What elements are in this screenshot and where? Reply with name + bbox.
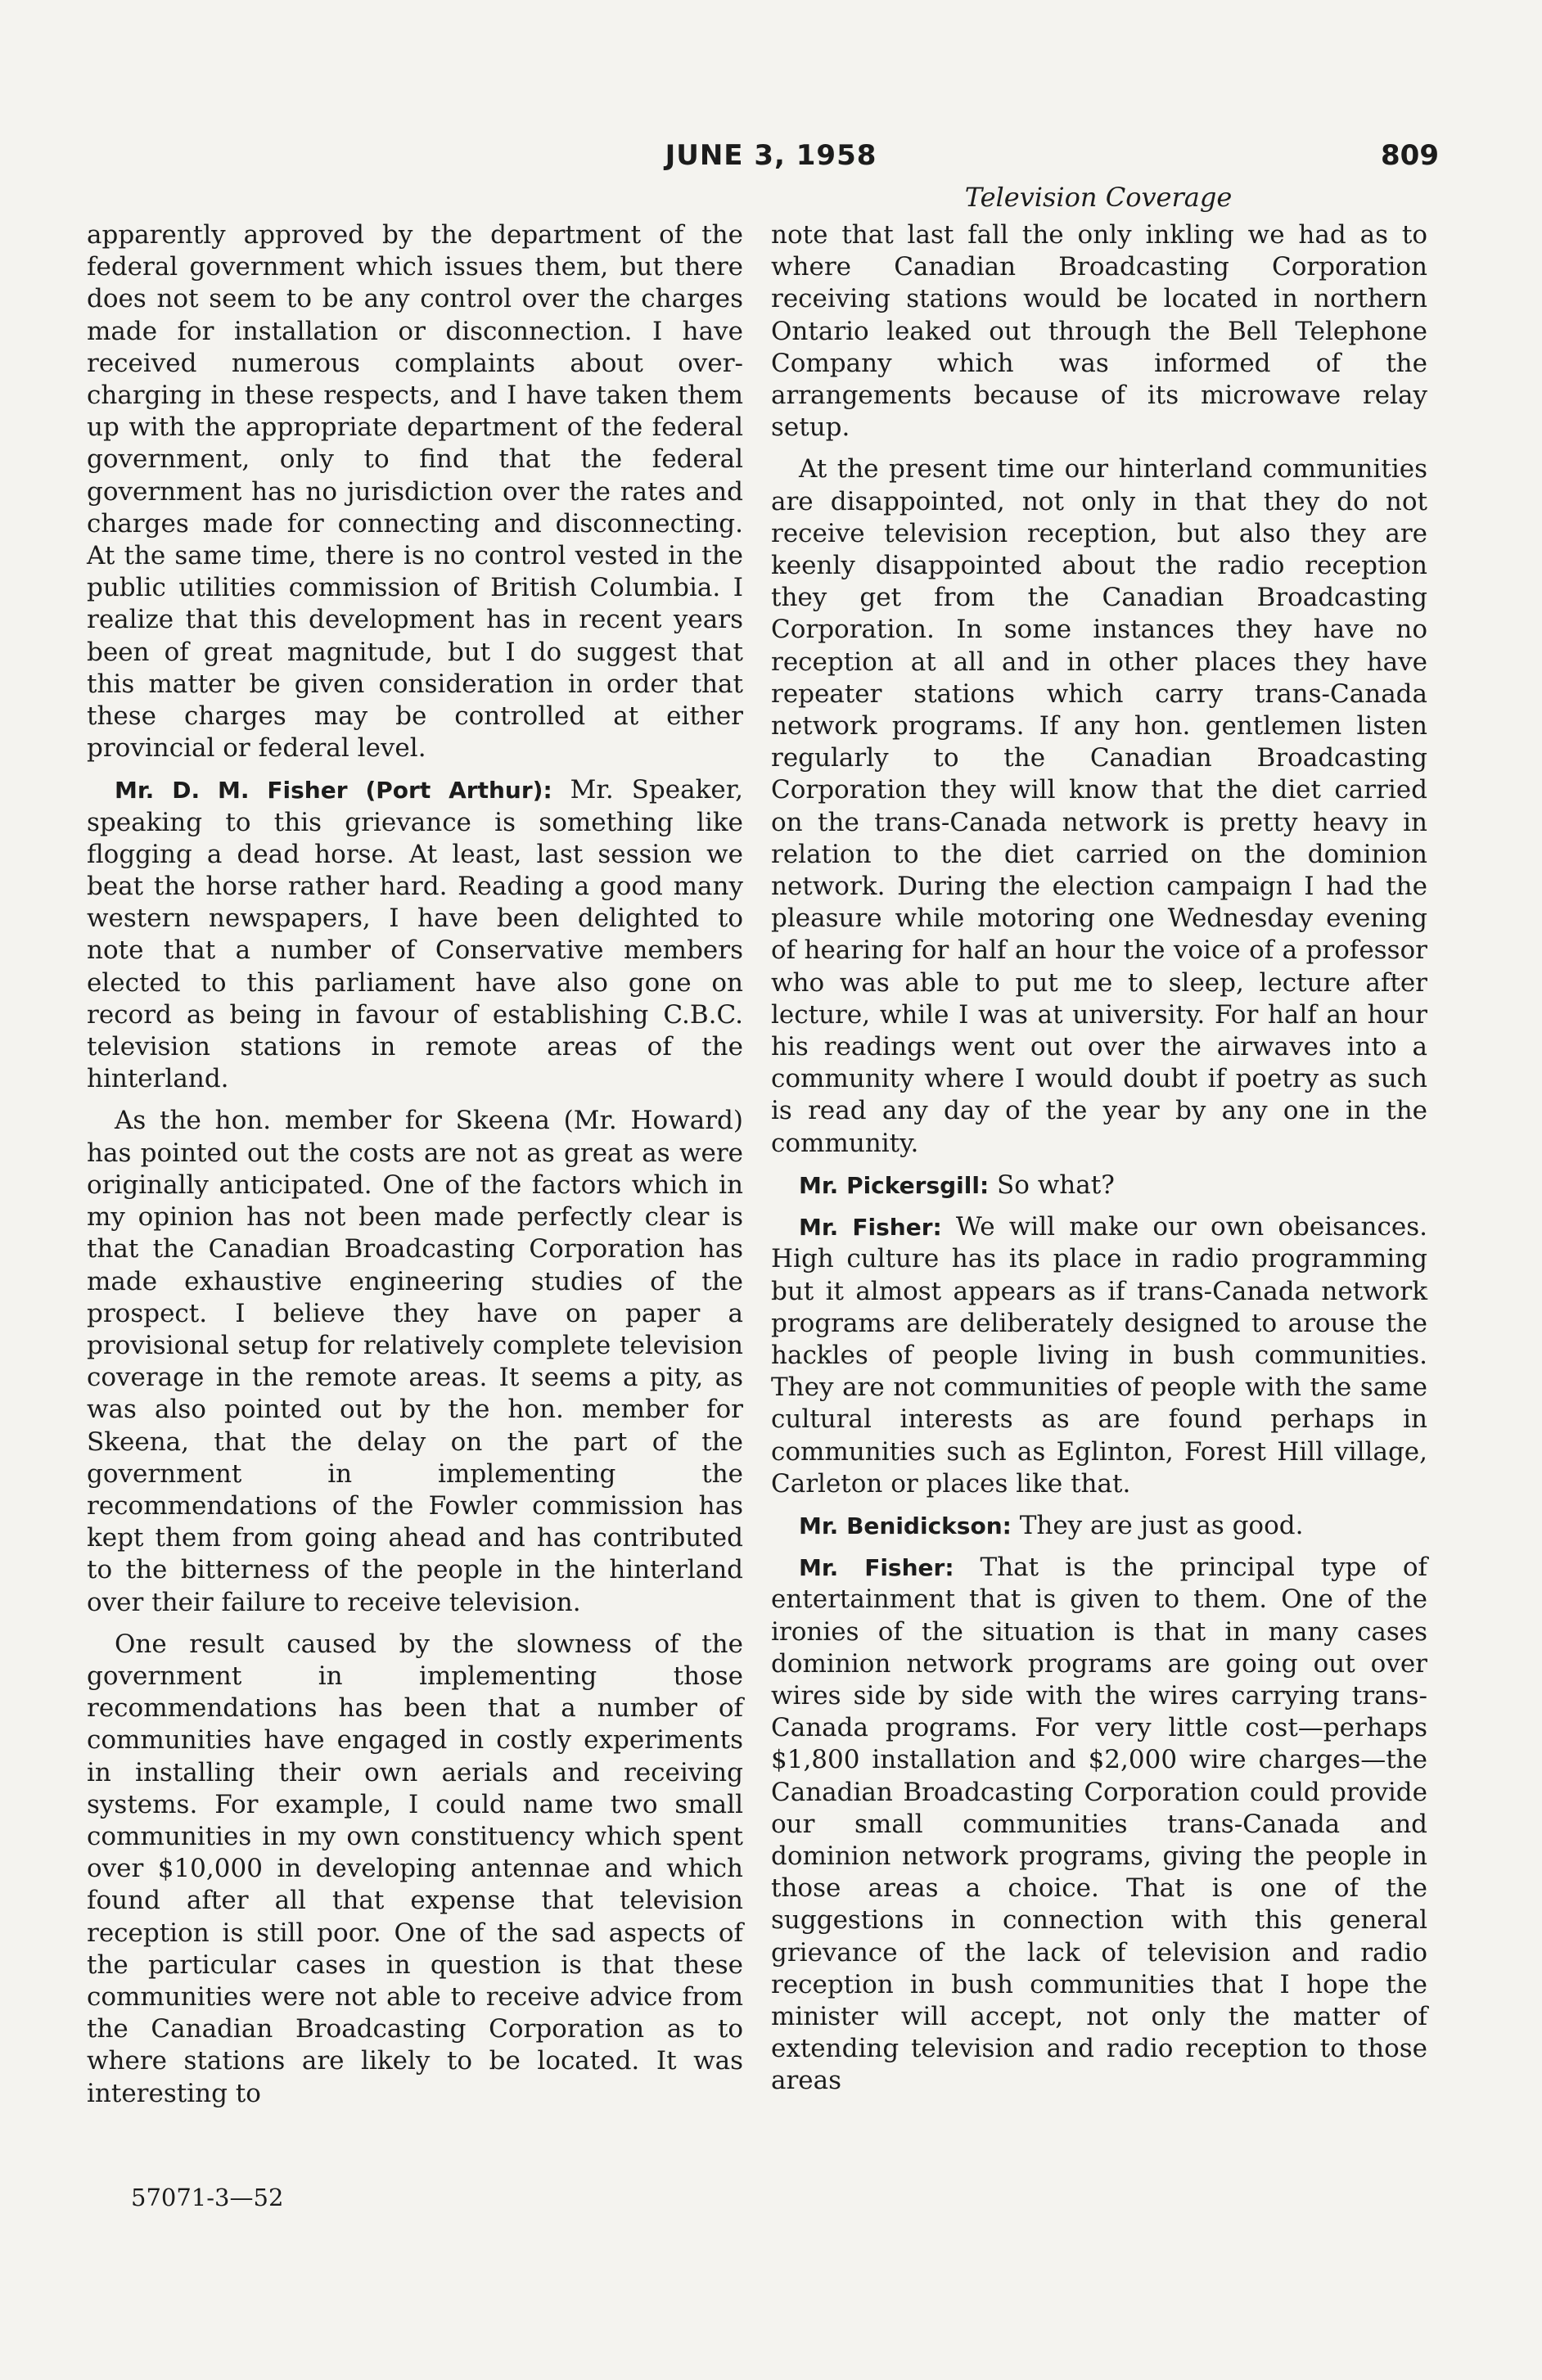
speaker-name: Mr. Benidickson: <box>799 1512 1012 1539</box>
speech-paragraph <box>771 1170 1427 1201</box>
paragraph: apparently approved by the department of the federal government which issues them, but there does not seem to be any control over the charges made for installation or disconnection. I have received numerous complaints about over-charging in these respects, and I have taken them up with the appropriate department of the federal government, only to find that the federal government has no jurisdiction over the rates and charges made for connecting and disconnecting. At the same time, there is no control vested in the public utilities commission of British Columbia. I realize that this development has in recent years been of great magnitude, but I do suggest that this matter be given consideration in order that these charges may be controlled at either provincial or federal level. <box>87 220 743 764</box>
paragraph: note that last fall the only inkling we had as to where Canadian Broadcasting Corporation receiving stations would be located in northern Ontario leaked out through the Bell Telephone Company which was informed of the arrangements because of its microwave relay setup. <box>771 220 1427 443</box>
speaker-name: Mr. D. M. Fisher (Port Arthur): <box>115 777 552 805</box>
speaker-name: Mr. Pickersgill: <box>799 1171 990 1199</box>
page-date: JUNE 3, 1958 <box>665 139 877 172</box>
page-number: 809 <box>1381 139 1439 172</box>
speaker-name: Mr. Fisher: <box>799 1554 954 1582</box>
footer-code: 57071-3—52 <box>131 2184 284 2211</box>
right-column <box>771 219 1427 2107</box>
paragraph: At the present time our hinterland communities are disappointed, not only in that they do not receive television reception, but also they are keenly disappointed about the radio reception they get from the Canadian Broadcasting Corporation. In some instances they have no reception at all and in other places they have repeater stations which carry trans-Canada network programs. If any hon. gentlemen listen regularly to the Canadian Broadcasting Corporation they will know that the diet carried on the trans-Canada network is pretty heavy in relation to the diet carried on the dominion network. During the election campaign I had the pleasure while motoring one Wednesday evening of hearing for half an hour the voice of a professor who was able to put me to sleep, lecture after lecture, while I was at university. For half an hour his readings went out over the airwaves into a community where I would doubt if poetry as such is read any day of the year by any one in the community. <box>771 454 1427 1158</box>
speech-text: They are just as good. <box>1019 1510 1304 1540</box>
paragraph: One result caused by the slowness of the government in implementing those recommendations has been that a number of communities have engaged in costly experiments in installing their own aerials and receiving systems. For example, I could name two small communities in my own constituency which spent over $10,000 in developing antennae and which found after all that expense that television reception is still poor. One of the sad aspects of the particular cases in question is that these communities were not able to receive advice from the Canadian Broadcasting Corporation as to where stations are likely to be located. It was interesting to <box>87 1629 743 2108</box>
speech-text: Mr. Speaker, speaking to this grievance is something like flogging a dead horse. At least, last session we beat the horse rather hard. Reading a good many western newspapers, I have been delighted to note that a number of Conservative members elected to this parliament have also gone on record as being in favour of establishing C.B.C. television stations in remote areas of the hinterland. <box>87 775 744 1094</box>
speaker-name: Mr. Fisher: <box>799 1214 942 1242</box>
speech-paragraph <box>771 1510 1427 1542</box>
left-column <box>87 219 743 2120</box>
section-heading: Television Coverage <box>964 182 1233 213</box>
paragraph: As the hon. member for Skeena (Mr. Howard) has pointed out the costs are not as great as were originally anticipated. One of the factors which in my opinion has not been made perfectly clear is that the Canadian Broadcasting Corporation has made exhaustive engineering studies of the prospect. I believe they have on paper a provisional setup for relatively complete television coverage in the remote areas. It seems a pity, as was also pointed out by the hon. member for Skeena, that the delay on the part of the government in implementing the recommendations of the Fowler commission has kept them from going ahead and has contributed to the bitterness of the people in the hinterland over their failure to receive television. <box>87 1106 743 1617</box>
speech-paragraph <box>771 1552 1427 2097</box>
speech-text: So what? <box>997 1170 1115 1200</box>
speech-paragraph <box>87 774 743 1095</box>
speech-paragraph <box>771 1211 1427 1500</box>
speech-text: That is the principal type of entertainment that is given to them. One of the ironies of the situation is that in many cases dominion network programs are going out over wires side by side with the wires carrying trans-Canada programs. For very little cost—perhaps $1,800 installation and $2,000 wire charges—the Canadian Broadcasting Corporation could provide our small communities trans-Canada and dominion network programs, giving the people in those areas a choice. That is one of the suggestions in connection with this general grievance of the lack of television and radio reception in bush communities that I hope the minister will accept, not only the matter of extending television and radio reception to those areas <box>771 1553 1428 2096</box>
speech-text: We will make our own obeisances. High culture has its place in radio programming but it almost appears as if trans-Canada network programs are deliberately designed to arouse the hackles of people living in bush communities. They are not communities of people with the same cultural interests as are found perhaps in communities such as Eglinton, Forest Hill village, Carleton or places like that. <box>771 1212 1427 1499</box>
